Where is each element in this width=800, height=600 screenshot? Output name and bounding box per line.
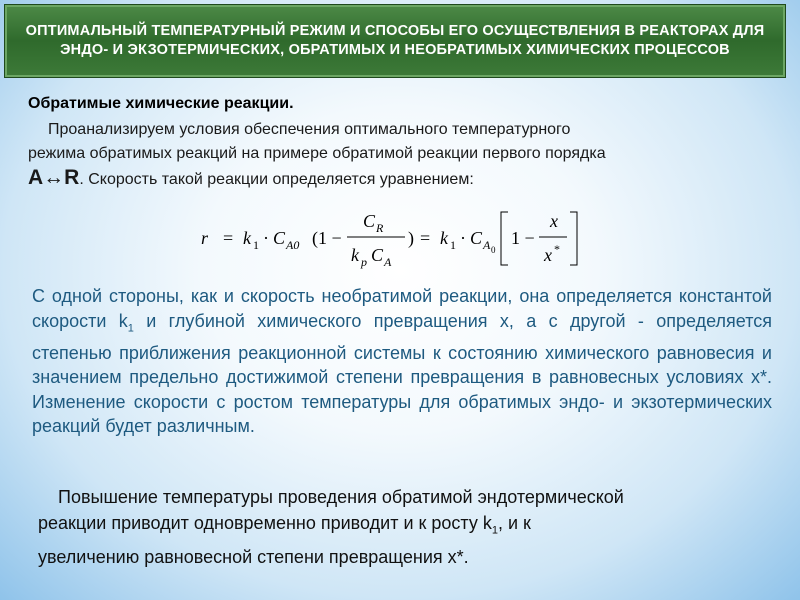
- formula-dot-2: ·: [460, 228, 466, 248]
- section-heading: Обратимые химические реакции.: [28, 95, 294, 112]
- paragraph-rate-dependence: [32, 284, 772, 439]
- paragraph-1-subscript: 1: [127, 322, 134, 335]
- intro-line-1: Проанализируем условия обеспечения оптимального температурного: [48, 121, 571, 138]
- formula-ca0-b-sub: A: [483, 238, 491, 252]
- paragraph-2-line-1: Повышение температуры проведения обратимой эндотермической: [58, 487, 624, 507]
- paragraph-1-part-2: и глубиной химического превращения x, а с другой - определяется степенью приближения реакционной системы к состоянию химического равновесия и значением предельно достижимой степени превращения в равновесных условиях x*. Изменение скорости с ростом температуры для обратимых эндо- и экзотермических реакций будет различным.: [32, 310, 772, 437]
- formula-den-p: p: [361, 255, 367, 269]
- paragraph-2-line-3: увеличению равновесной степени превращения x*.: [38, 546, 469, 567]
- intro-text: [28, 118, 758, 192]
- bracket-right: [570, 212, 577, 265]
- paragraph-2-line-2b: , и к: [497, 513, 531, 533]
- formula-den-c: C: [371, 245, 384, 265]
- formula-den-k: k: [351, 245, 359, 265]
- rate-equation: [195, 207, 595, 269]
- formula-num-sub: R: [376, 221, 384, 235]
- formula-ca0: C: [273, 228, 286, 248]
- formula-num-c: C: [363, 211, 376, 231]
- paragraph-endothermic: [38, 484, 768, 570]
- formula-k1-b: k: [440, 228, 448, 248]
- formula-star: *: [554, 242, 560, 256]
- formula-one-minus: 1 −: [511, 228, 535, 248]
- title-banner: [4, 4, 786, 78]
- formula-eq-2: =: [420, 228, 431, 248]
- formula-ca0-b-sub0: 0: [491, 245, 496, 255]
- formula-open-paren: (1 −: [312, 228, 342, 248]
- reaction-notation: A↔R: [28, 166, 80, 189]
- paragraph-1-part-1: С одной стороны, как и скорость необратимой реакции, она определяется константой скорости k: [32, 286, 772, 331]
- formula-dot-1: ·: [263, 228, 269, 248]
- paragraph-2-line-2a: реакции приводит одновременно приводит и к росту k: [38, 513, 492, 533]
- intro-line-3: [28, 166, 758, 192]
- page-title: ОПТИМАЛЬНЫЙ ТЕМПЕРАТУРНЫЙ РЕЖИМ И СПОСОБЫ ЕГО ОСУЩЕСТВЛЕНИЯ В РЕАКТОРАХ ДЛЯ ЭНДО- И ЭКЗОТЕРМИЧЕСКИХ, ОБРАТИМЫХ И НЕОБРАТИМЫХ ХИМИЧЕСКИХ ПРОЦЕССОВ: [25, 23, 765, 58]
- formula-ca0-sub: A0: [286, 238, 300, 252]
- intro-line-2: режима обратимых реакций на примере обратимой реакции первого порядка: [28, 145, 606, 162]
- formula-x: x: [550, 211, 558, 231]
- paragraph-2-line-2: [38, 510, 768, 544]
- paragraph-2-subscript: 1: [491, 524, 498, 537]
- formula-close-paren: ): [408, 228, 414, 248]
- formula-r: r: [201, 228, 209, 248]
- formula-den-a: A: [384, 255, 392, 269]
- formula-k1-sub: 1: [253, 238, 259, 252]
- bracket-left: [501, 212, 508, 265]
- formula-xstar: x: [544, 245, 552, 265]
- intro-line-3-text: . Скорость такой реакции определяется уравнением:: [79, 171, 474, 188]
- formula-ca0-b: C: [470, 228, 483, 248]
- formula-eq-1: =: [223, 228, 234, 248]
- formula-k1: k: [243, 228, 251, 248]
- formula-k1-b-sub: 1: [450, 238, 456, 252]
